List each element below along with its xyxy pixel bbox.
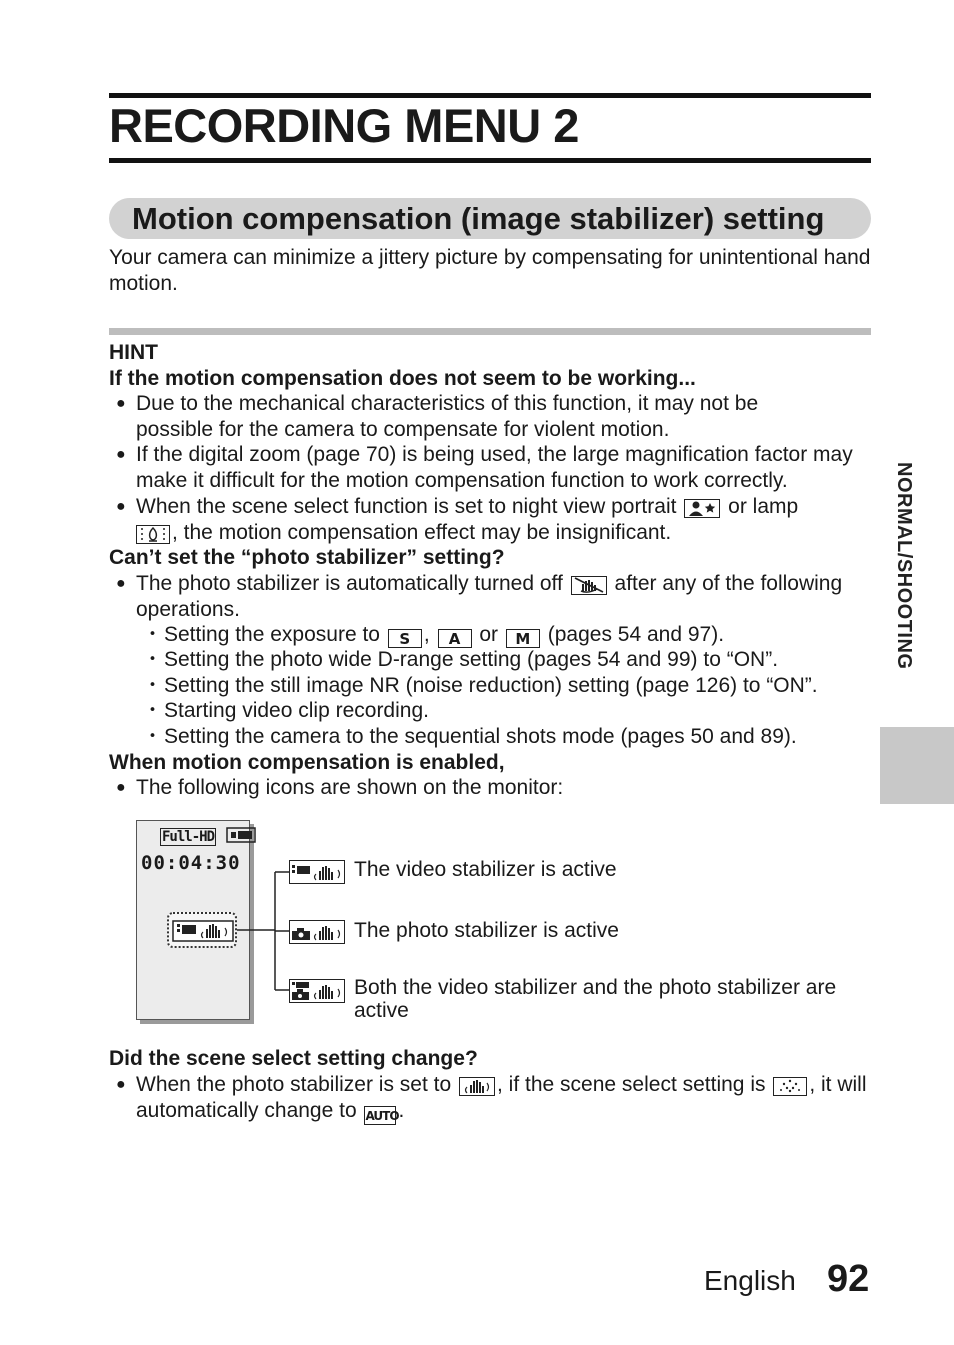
lamp-icon xyxy=(136,525,170,544)
list-item xyxy=(116,775,836,801)
scene-select-icon xyxy=(773,1077,807,1096)
side-tab-label: NORMAL/SHOOTING xyxy=(893,462,915,670)
section-title: Motion compensation (image stabilizer) setting xyxy=(132,201,825,236)
video-stabilizer-icon xyxy=(289,860,345,884)
bullet-icon: ● xyxy=(116,446,126,463)
legend-text: The video stabilizer is active xyxy=(354,858,617,881)
list-item xyxy=(142,698,429,724)
bullet-text: after any of the following operations. xyxy=(136,572,843,621)
list-item xyxy=(116,571,856,622)
sub-bullet-icon: ・ xyxy=(142,674,163,697)
bullet-text: When the scene select function is set to night view portrait xyxy=(136,495,677,518)
list-item xyxy=(142,647,779,673)
monitor-quality-indicator xyxy=(160,826,256,848)
sub-bullet-icon: ・ xyxy=(142,725,163,748)
photo-stabilizer-icon xyxy=(289,920,345,944)
bullet-text: or lamp xyxy=(728,495,799,518)
exposure-a-icon: A xyxy=(438,629,472,648)
connector-lines xyxy=(230,860,290,1000)
video-photo-stabilizer-icon xyxy=(289,979,345,1003)
hint-question-working: If the motion compensation does not seem to be working... xyxy=(109,367,696,390)
page-number: 92 xyxy=(827,1258,870,1300)
video-camera-icon xyxy=(226,826,256,848)
sub-bullet-icon: ・ xyxy=(142,623,163,646)
auto-mode-icon: AUTO xyxy=(364,1106,396,1125)
list-item xyxy=(116,442,876,493)
bullet-icon: ● xyxy=(116,575,126,592)
list-item xyxy=(142,724,797,750)
sub-bullet-text: Starting video clip recording. xyxy=(164,699,429,722)
exposure-m-icon: M xyxy=(506,629,540,648)
side-tab-marker xyxy=(880,727,954,804)
hint-divider xyxy=(109,328,871,335)
sub-bullet-text: Setting the photo wide D-range setting (pages 54 and 99) to “ON”. xyxy=(164,648,779,671)
bullet-icon: ● xyxy=(116,395,126,412)
bullet-text: The photo stabilizer is automatically turned off xyxy=(136,572,563,595)
title-rule-bottom xyxy=(109,158,871,163)
bullet-text: , if the scene select setting is xyxy=(497,1073,766,1096)
list-item xyxy=(142,673,818,699)
hint-question-enabled: When motion compensation is enabled, xyxy=(109,751,505,774)
list-item xyxy=(116,391,836,442)
hint-question-scene-select: Did the scene select setting change? xyxy=(109,1047,478,1070)
bullet-text: . xyxy=(398,1098,405,1122)
footer-language: English xyxy=(704,1265,796,1296)
page-title: RECORDING MENU 2 xyxy=(109,99,579,152)
sub-bullet-text: or xyxy=(479,623,499,646)
list-item xyxy=(142,622,725,648)
sub-bullet-icon: ・ xyxy=(142,648,163,671)
hint-label: HINT xyxy=(109,341,158,364)
full-hd-icon: Full-HD xyxy=(162,829,215,845)
list-item xyxy=(116,494,866,545)
bullet-icon: ● xyxy=(116,1076,126,1093)
bullet-text: The following icons are shown on the monitor: xyxy=(136,776,564,799)
bullet-icon: ● xyxy=(116,498,126,515)
intro-paragraph: Your camera can minimize a jittery picture by compensating for unintentional hand motion. xyxy=(109,246,871,295)
legend-text: Both the video stabilizer and the photo stabilizer are active xyxy=(354,976,837,1022)
sub-bullet-text: Setting the camera to the sequential shots mode (pages 50 and 89). xyxy=(164,725,797,748)
video-stabilizer-icon xyxy=(169,914,235,946)
bullet-text: , the motion compensation effect may be insignificant. xyxy=(172,520,672,544)
night-portrait-icon xyxy=(684,499,720,518)
bullet-text: When the photo stabilizer is set to xyxy=(136,1073,452,1096)
hint-question-photo-stabilizer: Can’t set the “photo stabilizer” setting? xyxy=(109,546,505,569)
bullet-text: , it will automatically change to xyxy=(136,1073,867,1122)
sub-bullet-text: Setting the still image NR (noise reduction) setting (page 126) to “ON”. xyxy=(164,674,818,697)
bullet-text: If the digital zoom (page 70) is being used, the large magnification factor may make it difficult for the motion compensation function to work correctly. xyxy=(136,443,853,492)
monitor-recording-time: 00:04:30 xyxy=(141,852,241,874)
bullet-text: Due to the mechanical characteristics of this function, it may not be possible for the camera to compensate for violent motion. xyxy=(136,392,759,441)
bullet-icon: ● xyxy=(116,779,126,796)
photo-stabilizer-on-icon xyxy=(459,1077,495,1096)
sub-bullet-text: (pages 54 and 97). xyxy=(547,623,725,646)
exposure-s-icon: S xyxy=(388,629,422,648)
sub-bullet-text: , xyxy=(423,623,430,646)
sub-bullet-text: Setting the exposure to xyxy=(164,623,380,646)
legend-text: The photo stabilizer is active xyxy=(354,919,619,942)
list-item xyxy=(116,1072,876,1125)
photo-stabilizer-off-icon xyxy=(571,576,607,595)
sub-bullet-icon: ・ xyxy=(142,699,163,722)
monitor-stabilizer-indicator xyxy=(167,912,237,948)
